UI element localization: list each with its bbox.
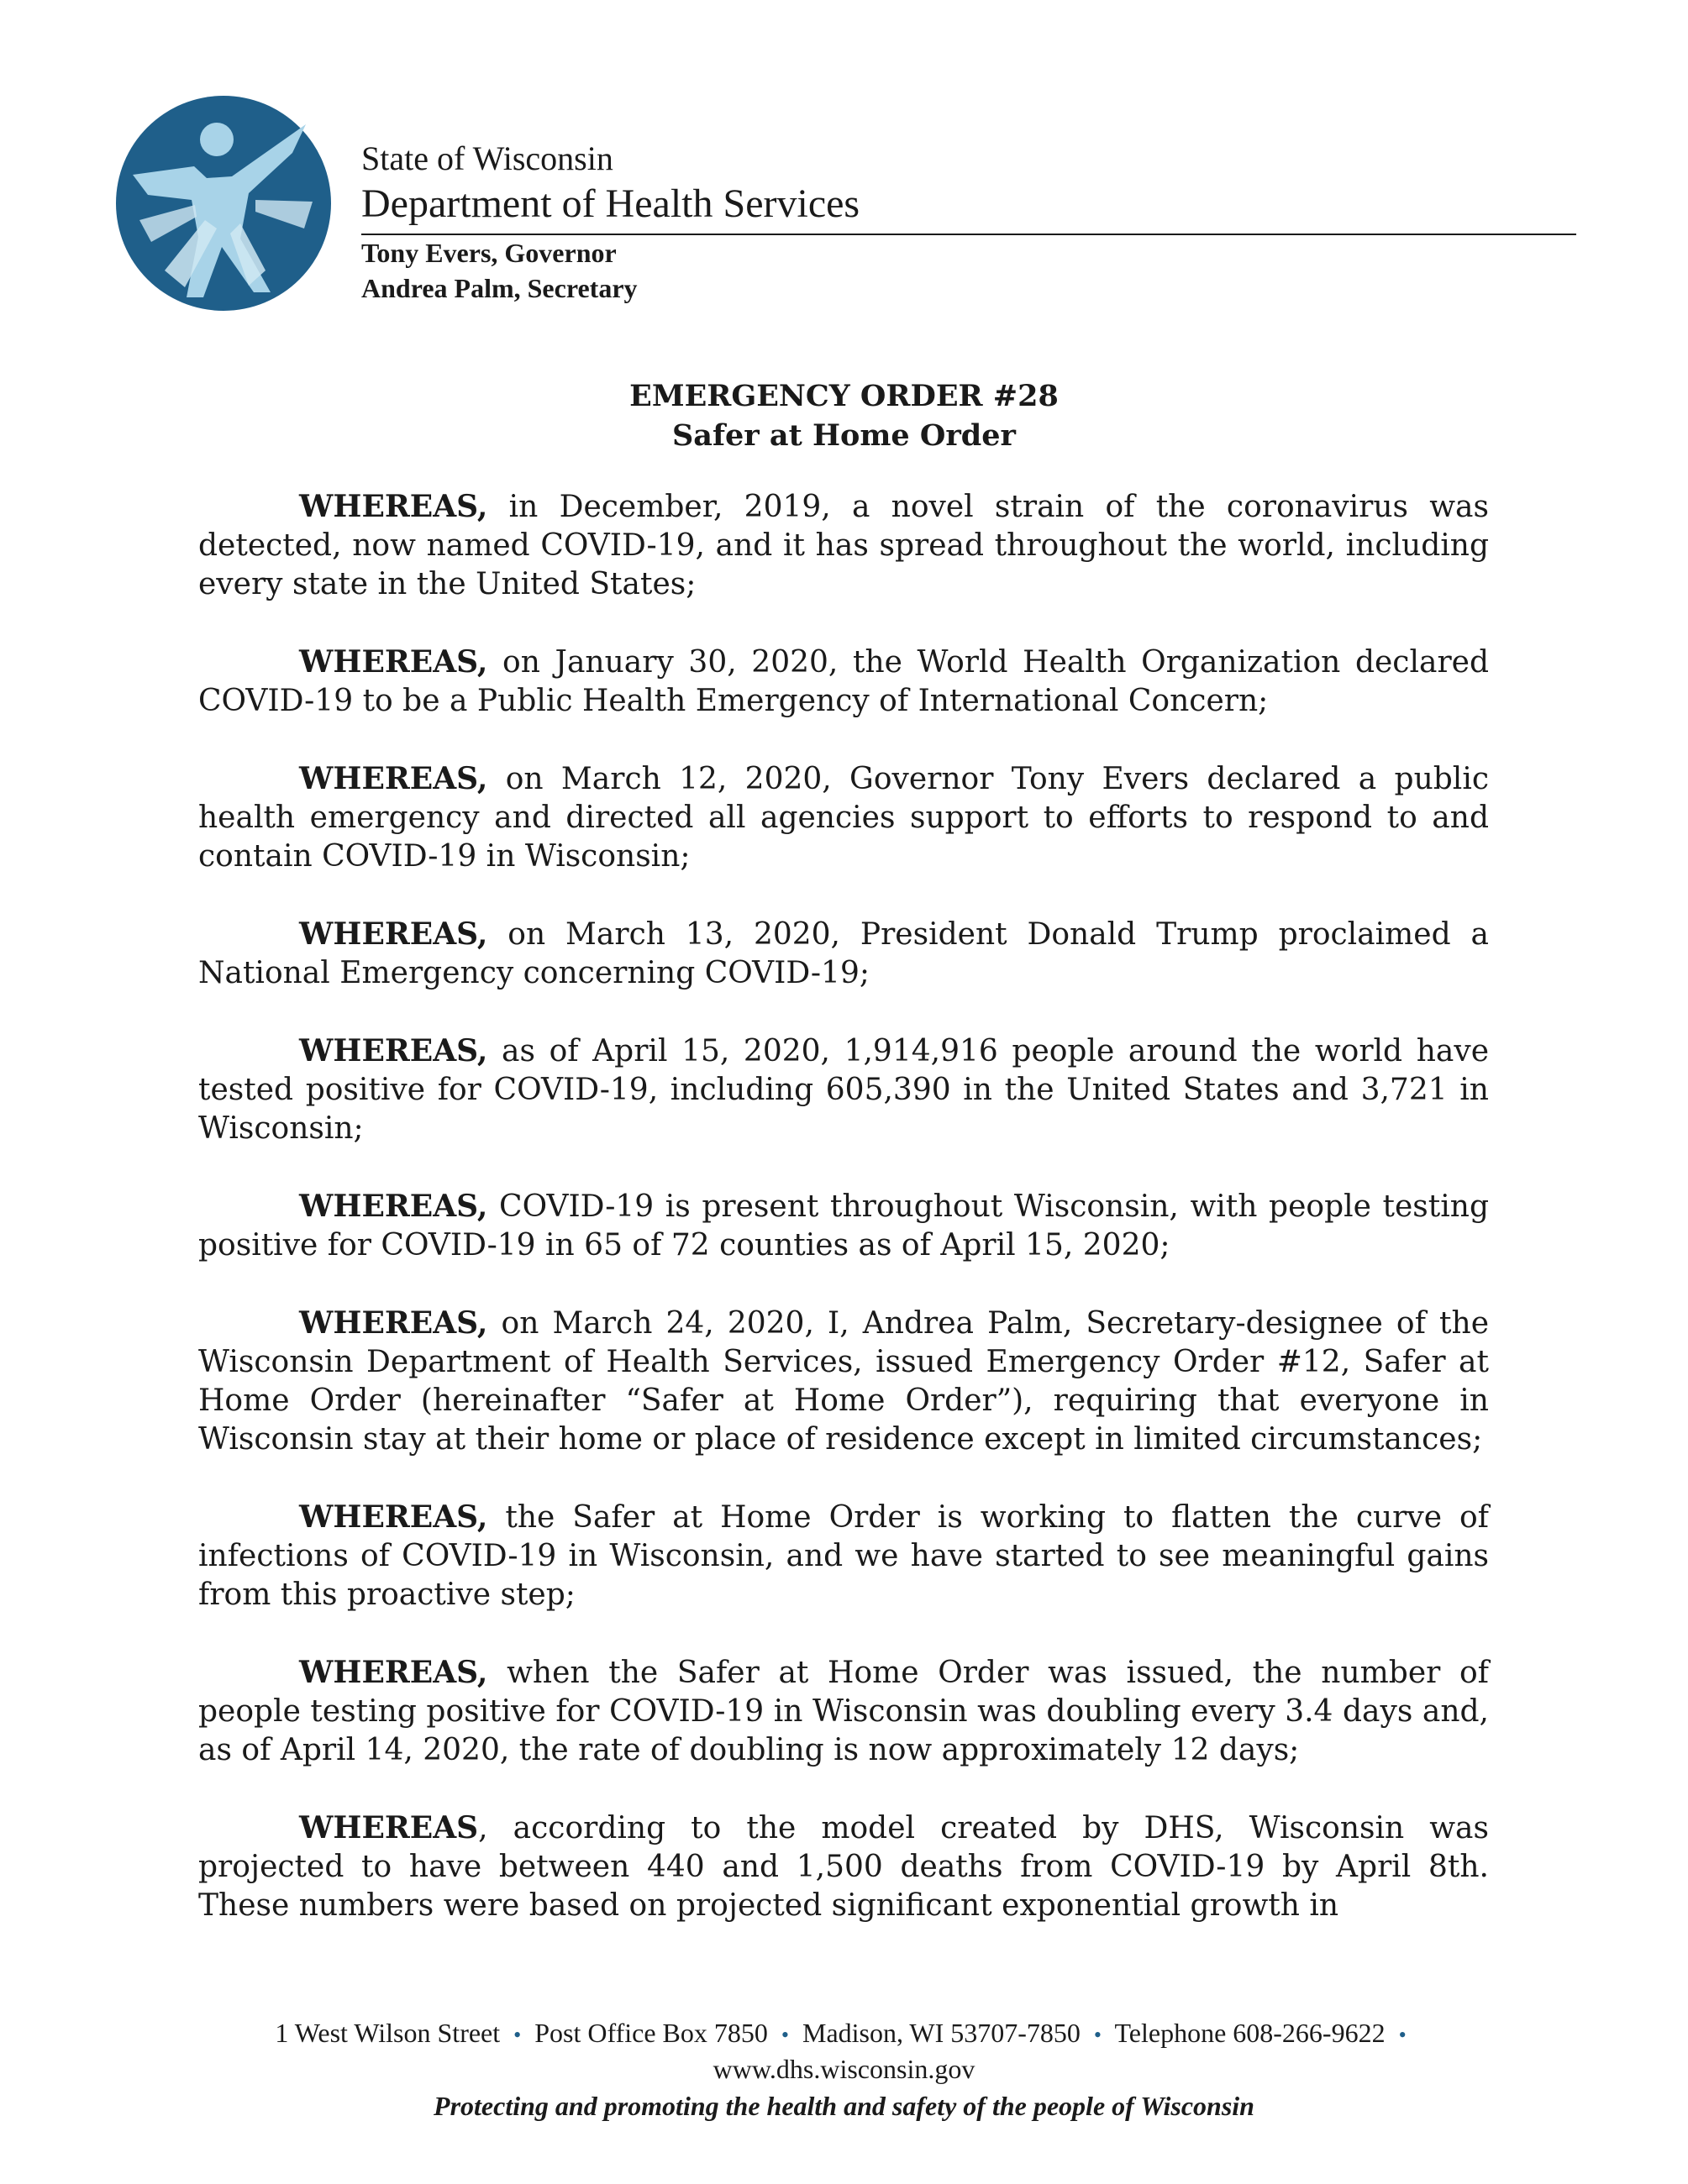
whereas-lead: WHEREAS	[299, 1810, 479, 1845]
whereas-lead: WHEREAS,	[299, 1655, 488, 1690]
footer-address	[0, 2016, 1688, 2052]
po-box: Post Office Box 7850	[534, 2018, 768, 2048]
whereas-lead: WHEREAS,	[299, 1305, 488, 1341]
whereas-lead: WHEREAS,	[299, 761, 488, 796]
whereas-text: on March 24, 2020, I, Andrea Palm, Secretary-designee of the Wisconsin Department of Health Services, issued Emergency Order #12, Safer at Home Order (hereinafter “Safer at Home Order”), requiring that everyone in Wisconsin stay at their home or place of residence except in limited circumstances;	[198, 1306, 1489, 1457]
department-name: Department of Health Services	[361, 180, 1576, 235]
whereas-text: on March 12, 2020, Governor Tony Evers declared a public health emergency and directed all agencies support to efforts to respond to and contain COVID-19 in Wisconsin;	[198, 762, 1489, 874]
whereas-lead: WHEREAS,	[299, 916, 488, 952]
bullet-separator: •	[781, 2023, 789, 2047]
whereas-lead: WHEREAS,	[299, 489, 488, 524]
whereas-lead: WHEREAS,	[299, 1033, 488, 1068]
order-number: EMERGENCY ORDER #28	[629, 379, 1059, 413]
secretary-line: Andrea Palm, Secretary	[361, 273, 638, 303]
whereas-paragraph	[198, 1809, 1489, 1925]
bullet-separator: •	[1093, 2023, 1102, 2047]
whereas-paragraph	[198, 1304, 1489, 1459]
state-name: State of Wisconsin	[361, 139, 613, 177]
whereas-paragraph	[198, 759, 1489, 876]
bullet-separator: •	[1398, 2023, 1407, 2047]
organization-header	[361, 138, 1576, 306]
whereas-text: the Safer at Home Order is working to flatten the curve of infections of COVID-19 in Wisconsin, and we have started to see meaningful gains from this proactive step;	[198, 1500, 1489, 1612]
wisconsin-dhs-logo-icon	[114, 94, 333, 312]
whereas-paragraph	[198, 487, 1489, 604]
order-title: Safer at Home Order	[672, 418, 1016, 453]
whereas-text: on January 30, 2020, the World Health Organization declared COVID-19 to be a Public Health Emergency of International Concern;	[198, 645, 1489, 718]
whereas-text: in December, 2019, a novel strain of the coronavirus was detected, now named COVID-19, and it has spread throughout the world, including every state in the United States;	[198, 490, 1489, 601]
whereas-paragraph	[198, 643, 1489, 721]
telephone: Telephone 608-266-9622	[1114, 2018, 1386, 2048]
whereas-lead: WHEREAS,	[299, 644, 488, 680]
street-address: 1 West Wilson Street	[275, 2018, 501, 2048]
order-title-block	[0, 376, 1688, 455]
footer	[0, 2016, 1688, 2123]
whereas-paragraph	[198, 1187, 1489, 1265]
whereas-paragraph	[198, 1032, 1489, 1148]
city-state-zip: Madison, WI 53707-7850	[802, 2018, 1081, 2048]
whereas-text: on March 13, 2020, President Donald Trump proclaimed a National Emergency concerning COVID-19;	[198, 917, 1489, 990]
whereas-lead: WHEREAS,	[299, 1499, 488, 1535]
bullet-separator: •	[513, 2023, 522, 2047]
whereas-paragraph	[198, 915, 1489, 993]
letterhead	[114, 94, 1576, 321]
whereas-text: COVID-19 is present throughout Wisconsin, with people testing positive for COVID-19 in 65 of 72 counties as of April 15, 2020;	[198, 1189, 1489, 1263]
whereas-lead: WHEREAS,	[299, 1189, 488, 1224]
whereas-text: when the Safer at Home Order was issued, the number of people testing positive for COVID-19 in Wisconsin was doubling every 3.4 days and, as of April 14, 2020, the rate of doubling is now approximately 12 days;	[198, 1656, 1489, 1767]
footer-tagline: Protecting and promoting the health and safety of the people of Wisconsin	[434, 2091, 1254, 2121]
order-body	[198, 487, 1489, 1964]
whereas-text: as of April 15, 2020, 1,914,916 people around the world have tested positive for COVID-19, including 605,390 in the United States and 3,721 in Wisconsin;	[198, 1034, 1489, 1146]
website-link[interactable]: www.dhs.wisconsin.gov	[713, 2054, 975, 2084]
whereas-paragraph	[198, 1498, 1489, 1614]
whereas-paragraph	[198, 1653, 1489, 1770]
governor-line: Tony Evers, Governor	[361, 238, 617, 268]
whereas-text: , according to the model created by DHS, Wisconsin was projected to have between 440 and 1,500 deaths from COVID-19 by April 8th. These numbers were based on projected significant exponential growth in	[198, 1811, 1489, 1923]
